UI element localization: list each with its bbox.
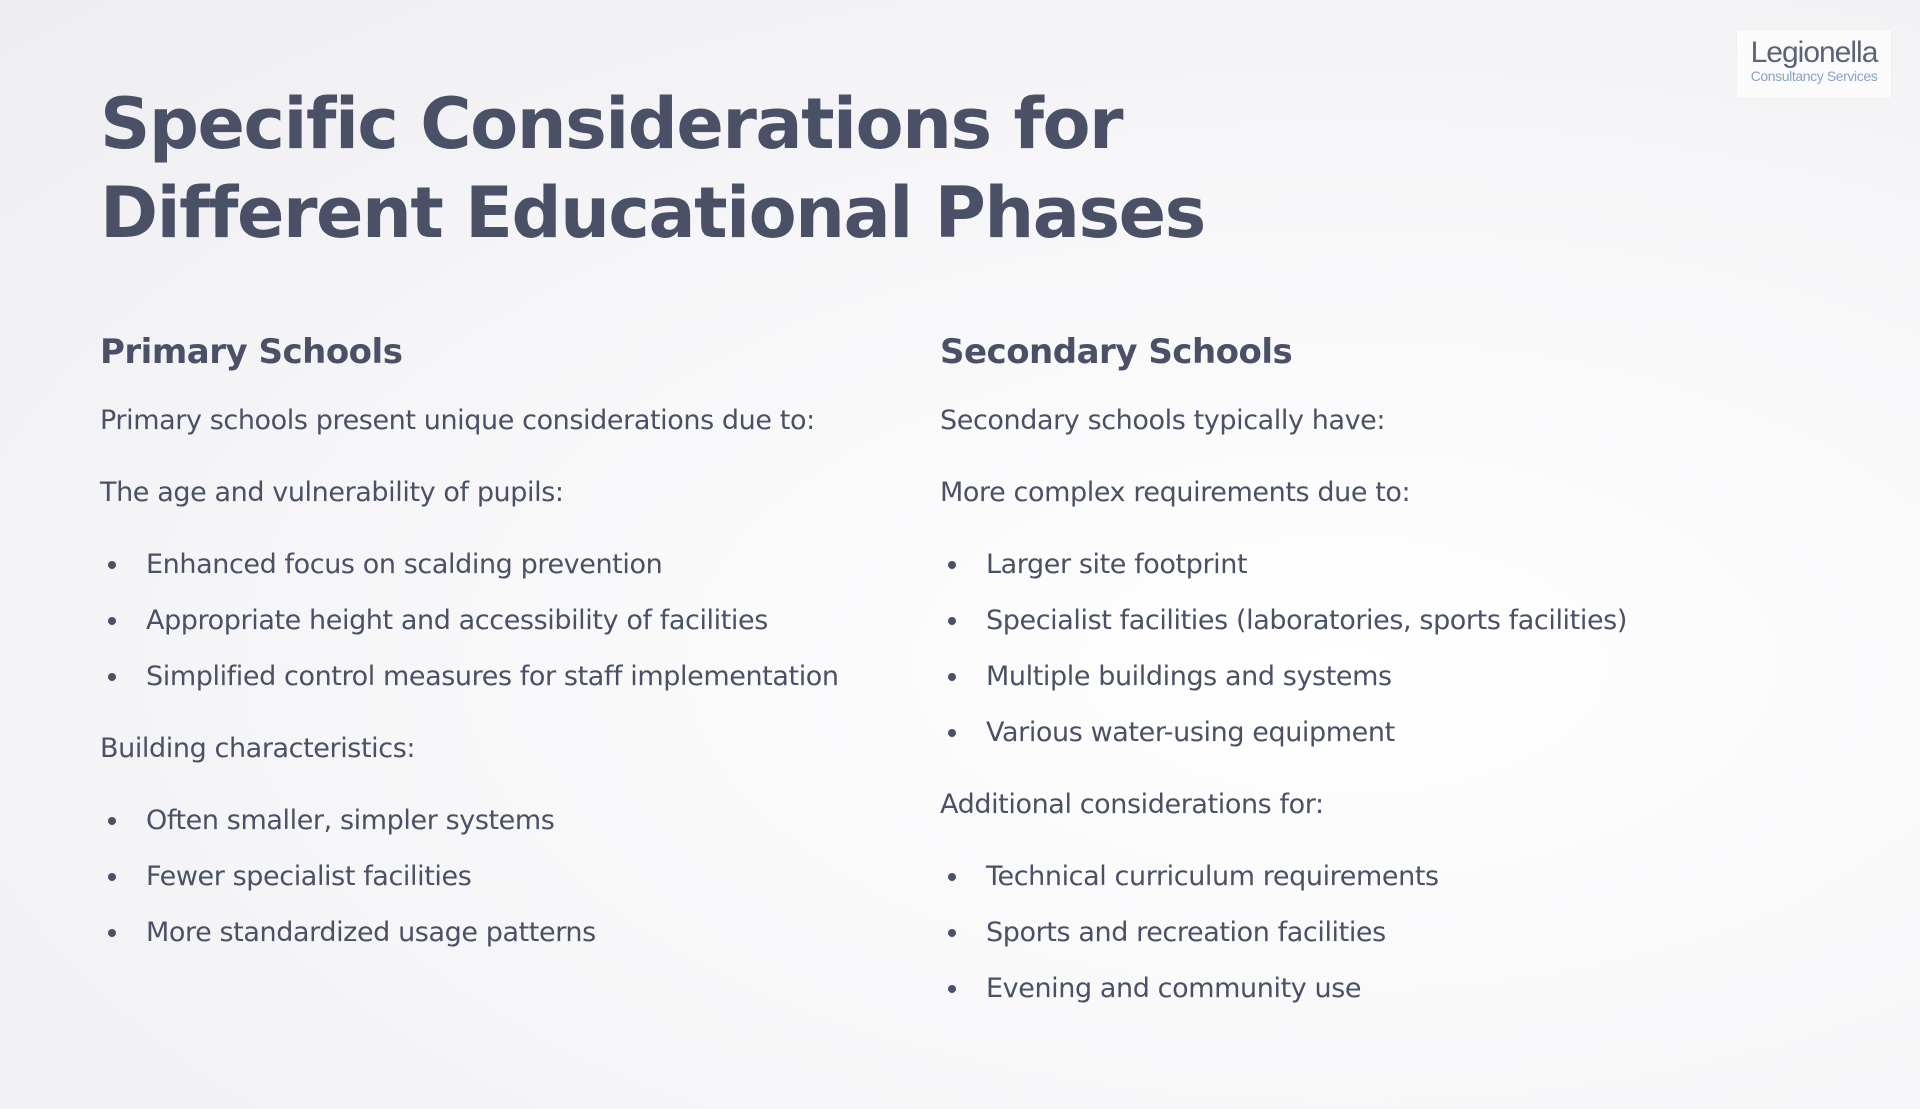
secondary-group2-label: Additional considerations for: [940, 789, 1324, 820]
primary-schools-column [100, 330, 920, 983]
logo-subtitle: Consultancy Services [1750, 68, 1878, 84]
secondary-group1-list [940, 543, 1840, 755]
list-item: Larger site footprint [940, 543, 1840, 587]
list-item: More standardized usage patterns [100, 911, 920, 955]
page-title: Specific Considerations for Different Educational Phases [100, 83, 1205, 254]
list-item: Enhanced focus on scalding prevention [100, 543, 920, 587]
list-item: Technical curriculum requirements [940, 855, 1840, 899]
primary-group2-list [100, 799, 920, 955]
primary-group1-list [100, 543, 920, 699]
primary-group1-label: The age and vulnerability of pupils: [100, 477, 564, 508]
list-item: Various water-using equipment [940, 711, 1840, 755]
primary-intro: Primary schools present unique considerations due to: [100, 405, 815, 436]
secondary-group2-list [940, 855, 1840, 1011]
company-logo [1737, 30, 1891, 98]
list-item: Specialist facilities (laboratories, sports facilities) [940, 599, 1840, 643]
list-item: Sports and recreation facilities [940, 911, 1840, 955]
logo-name: Legionella [1750, 36, 1878, 69]
secondary-intro: Secondary schools typically have: [940, 405, 1386, 436]
list-item: Simplified control measures for staff implementation [100, 655, 920, 699]
list-item: Fewer specialist facilities [100, 855, 920, 899]
list-item: Often smaller, simpler systems [100, 799, 920, 843]
primary-schools-heading: Primary Schools [100, 332, 403, 372]
list-item: Evening and community use [940, 967, 1840, 1011]
secondary-schools-column [940, 330, 1840, 1039]
primary-group2-label: Building characteristics: [100, 733, 416, 764]
list-item: Multiple buildings and systems [940, 655, 1840, 699]
list-item: Appropriate height and accessibility of facilities [100, 599, 920, 643]
secondary-group1-label: More complex requirements due to: [940, 477, 1411, 508]
secondary-schools-heading: Secondary Schools [940, 332, 1293, 372]
